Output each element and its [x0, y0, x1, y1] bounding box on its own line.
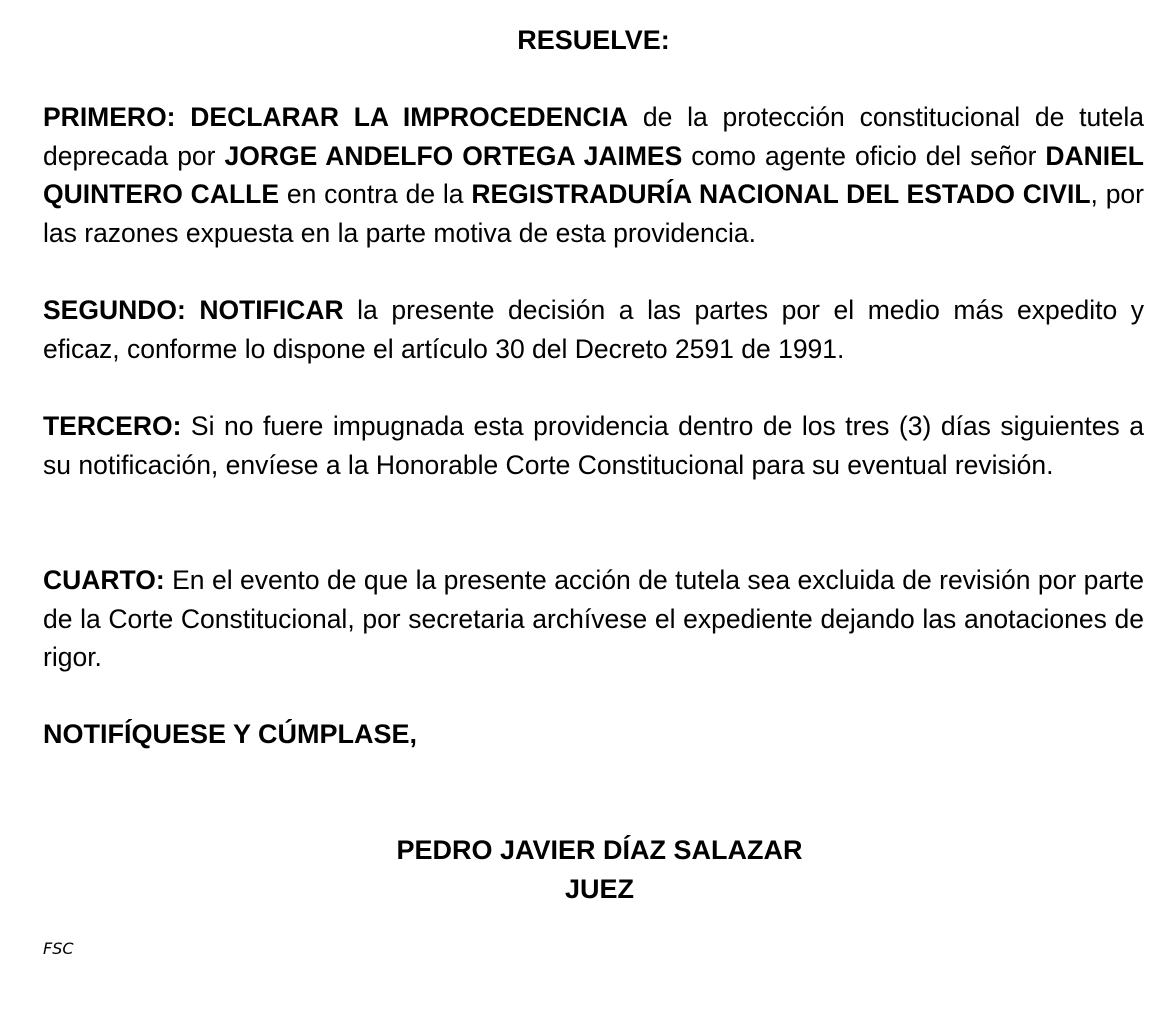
tercero-lead: TERCERO:: [43, 411, 182, 441]
closing-phrase: NOTIFÍQUESE Y CÚMPLASE,: [43, 719, 418, 749]
resolution-heading: RESUELVE:: [517, 25, 670, 55]
cuarto-lead: CUARTO:: [43, 565, 165, 595]
cuarto-text: En el evento de que la presente acción de tutela sea excluida de revisión por parte de la Corte Constitucional, por secretaria archívese el expediente dejando las anotaciones de rigor.: [43, 565, 1144, 673]
primero-text-3: en contra de la: [279, 179, 472, 210]
signature-title: JUEZ: [564, 874, 635, 904]
paragraph-primero: [43, 98, 1144, 253]
paragraph-segundo: [43, 291, 1144, 368]
primero-petitioner: JORGE ANDELFO ORTEGA JAIMES: [224, 140, 683, 171]
paragraph-tercero: [43, 407, 1144, 484]
primero-text-2: como agente oficio del señor: [682, 140, 1046, 171]
primero-text-4: , por las razones expuesta en la parte motiva de esta providencia.: [43, 179, 1144, 249]
primero-beneficiary: DANIEL QUINTERO CALLE: [43, 140, 1144, 210]
primero-respondent: REGISTRADURÍA NACIONAL DEL ESTADO CIVIL: [471, 179, 1091, 210]
transcriber-initials: FSC: [43, 939, 74, 958]
segundo-text: la presente decisión a las partes por el medio más expedito y eficaz, conforme lo dispone el artículo 30 del Decreto 2591 de 1991.: [43, 295, 1145, 364]
segundo-lead: SEGUNDO: NOTIFICAR: [43, 295, 344, 325]
signature-name: PEDRO JAVIER DÍAZ SALAZAR: [396, 835, 803, 865]
tercero-text: Si no fuere impugnada esta providencia dentro de los tres (3) días siguientes a su notificación, envíese a la Honorable Corte Constitucional para su eventual revisión.: [43, 411, 1144, 480]
primero-text-1: de la protección constitucional de tutela deprecada por: [43, 102, 1144, 171]
primero-lead: PRIMERO: DECLARAR LA IMPROCEDENCIA: [43, 102, 629, 132]
paragraph-cuarto: [43, 561, 1144, 677]
